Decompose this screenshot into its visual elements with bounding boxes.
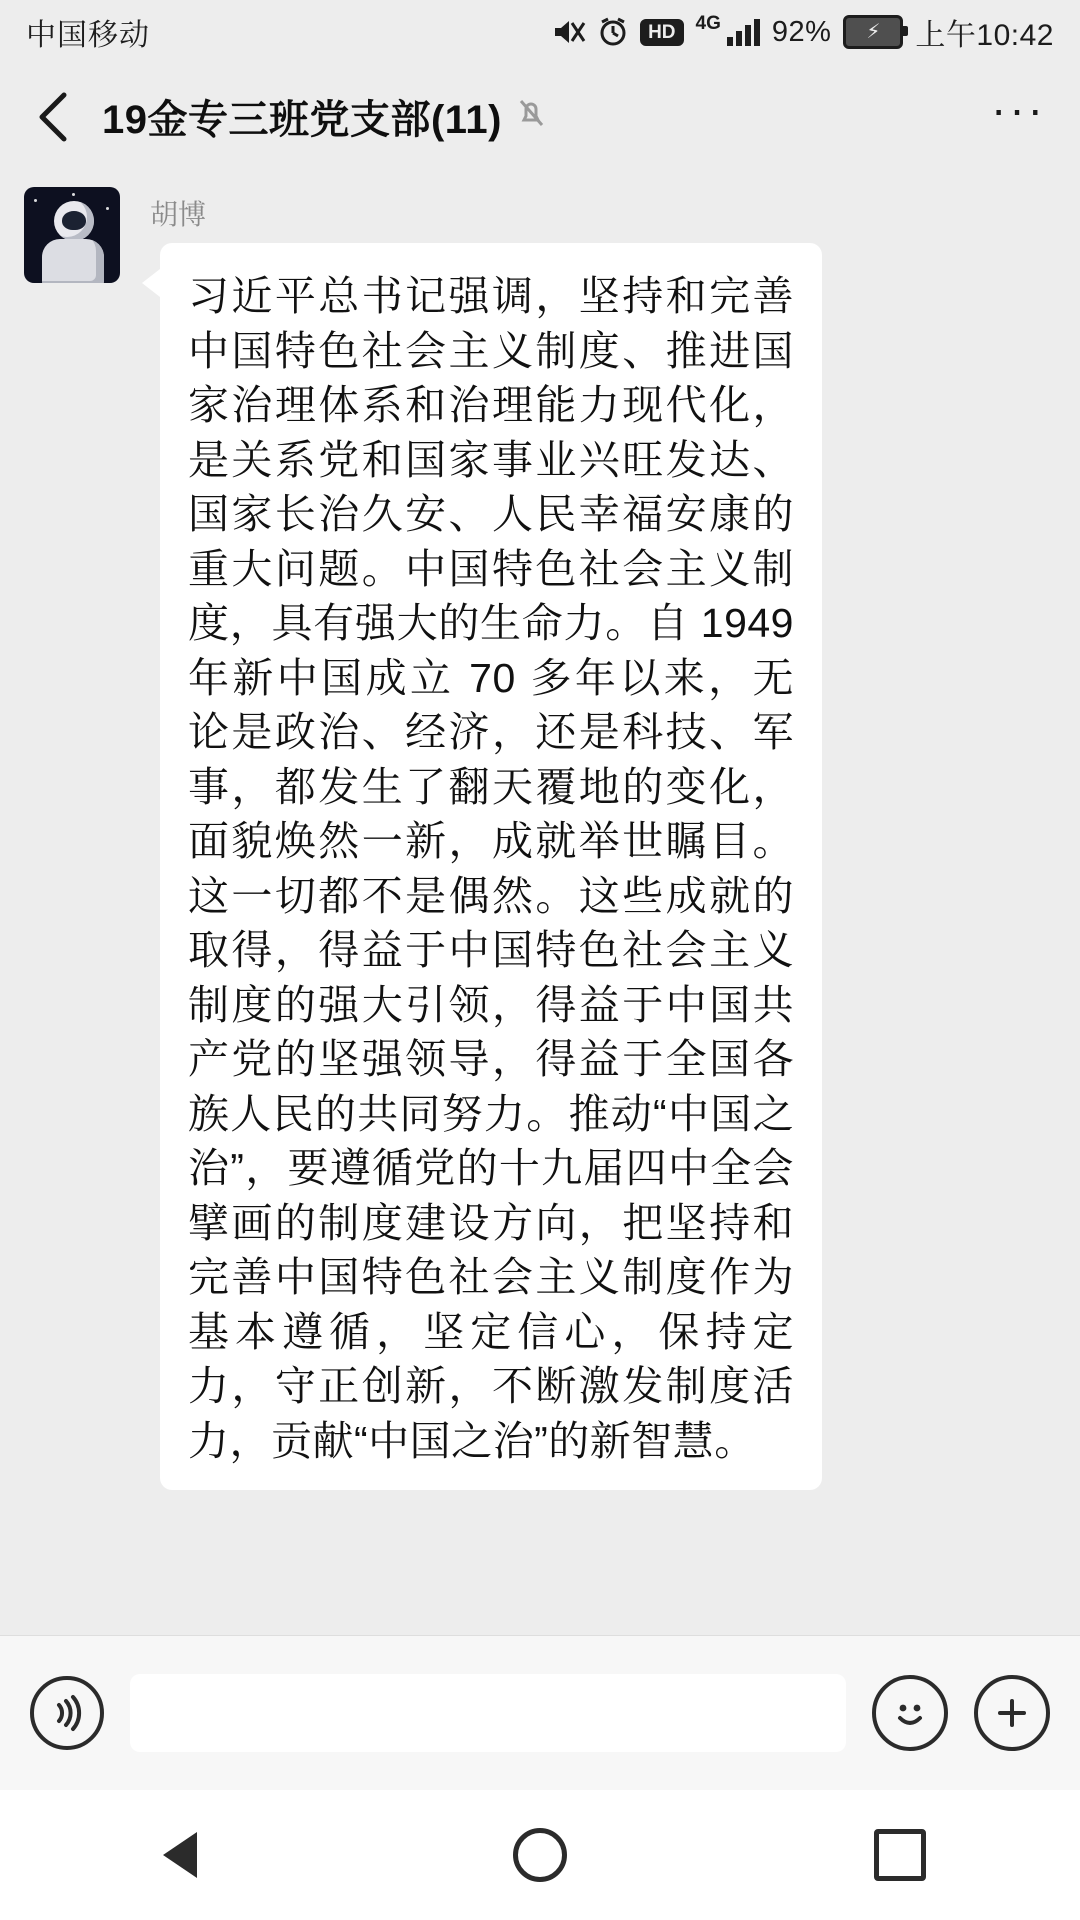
bubble-tail (142, 269, 160, 297)
chat-message-list[interactable] (0, 169, 1080, 1635)
bubble-wrap (142, 243, 822, 1490)
status-icons (552, 10, 1054, 54)
more-options-button[interactable]: ··· (991, 83, 1046, 135)
signal-icon (727, 18, 760, 46)
mute-notification-icon (516, 96, 546, 137)
status-bar (0, 0, 1080, 64)
message-input-bar (0, 1635, 1080, 1790)
nav-home-button[interactable] (480, 1790, 600, 1920)
clock-label: 上午10:42 (915, 19, 1054, 52)
nav-back-button[interactable] (120, 1790, 240, 1920)
battery-percent-label: 92% (771, 15, 832, 48)
system-navigation-bar (0, 1790, 1080, 1920)
network-type-label: 4G (695, 12, 721, 34)
chat-title-wrap[interactable] (102, 88, 546, 145)
hd-icon: HD (640, 19, 683, 46)
plus-icon[interactable] (974, 1675, 1050, 1751)
mute-icon (552, 17, 586, 47)
title-bar (0, 64, 1080, 169)
message-input[interactable] (130, 1674, 846, 1752)
avatar[interactable] (24, 187, 120, 283)
voice-input-icon[interactable] (30, 1676, 104, 1750)
sender-name: 胡博 (150, 199, 207, 230)
back-icon[interactable] (34, 89, 76, 145)
alarm-icon (598, 17, 628, 47)
carrier-label: 中国移动 (26, 19, 150, 52)
message-body (142, 187, 822, 1490)
page-title: 19金专三班党支部(11) (102, 98, 502, 142)
emoji-icon[interactable] (872, 1675, 948, 1751)
message-row (0, 169, 1080, 1490)
battery-icon: ⚡ (843, 15, 903, 49)
nav-recent-apps-button[interactable] (840, 1790, 960, 1920)
message-bubble[interactable]: 习近平总书记强调，坚持和完善中国特色社会主义制度、推进国家治理体系和治理能力现代化，是关系党和国家事业兴旺发达、国家长治久安、人民幸福安康的重大问题。中国特色社会主义制度，具有强大的生命力。自 1949 年新中国成立 70 多年以来，无论是政治、经济，还是科技、军事，都发生了翻天覆地的变化，面貌焕然一新，成就举世瞩目。这一切都不是偶然。这些成就的取得，得益于中国特色社会主义制度的强大引领，得益于中国共产党的坚强领导，得益于全国各族人民的共同努力。推动“中国之治”，要遵循党的十九届四中全会擘画的制度建设方向，把坚持和完善中国特色社会主义制度作为基本遵循，坚定信心，保持定力，守正创新，不断激发制度活力，贡献“中国之治”的新智慧。 (160, 243, 822, 1490)
